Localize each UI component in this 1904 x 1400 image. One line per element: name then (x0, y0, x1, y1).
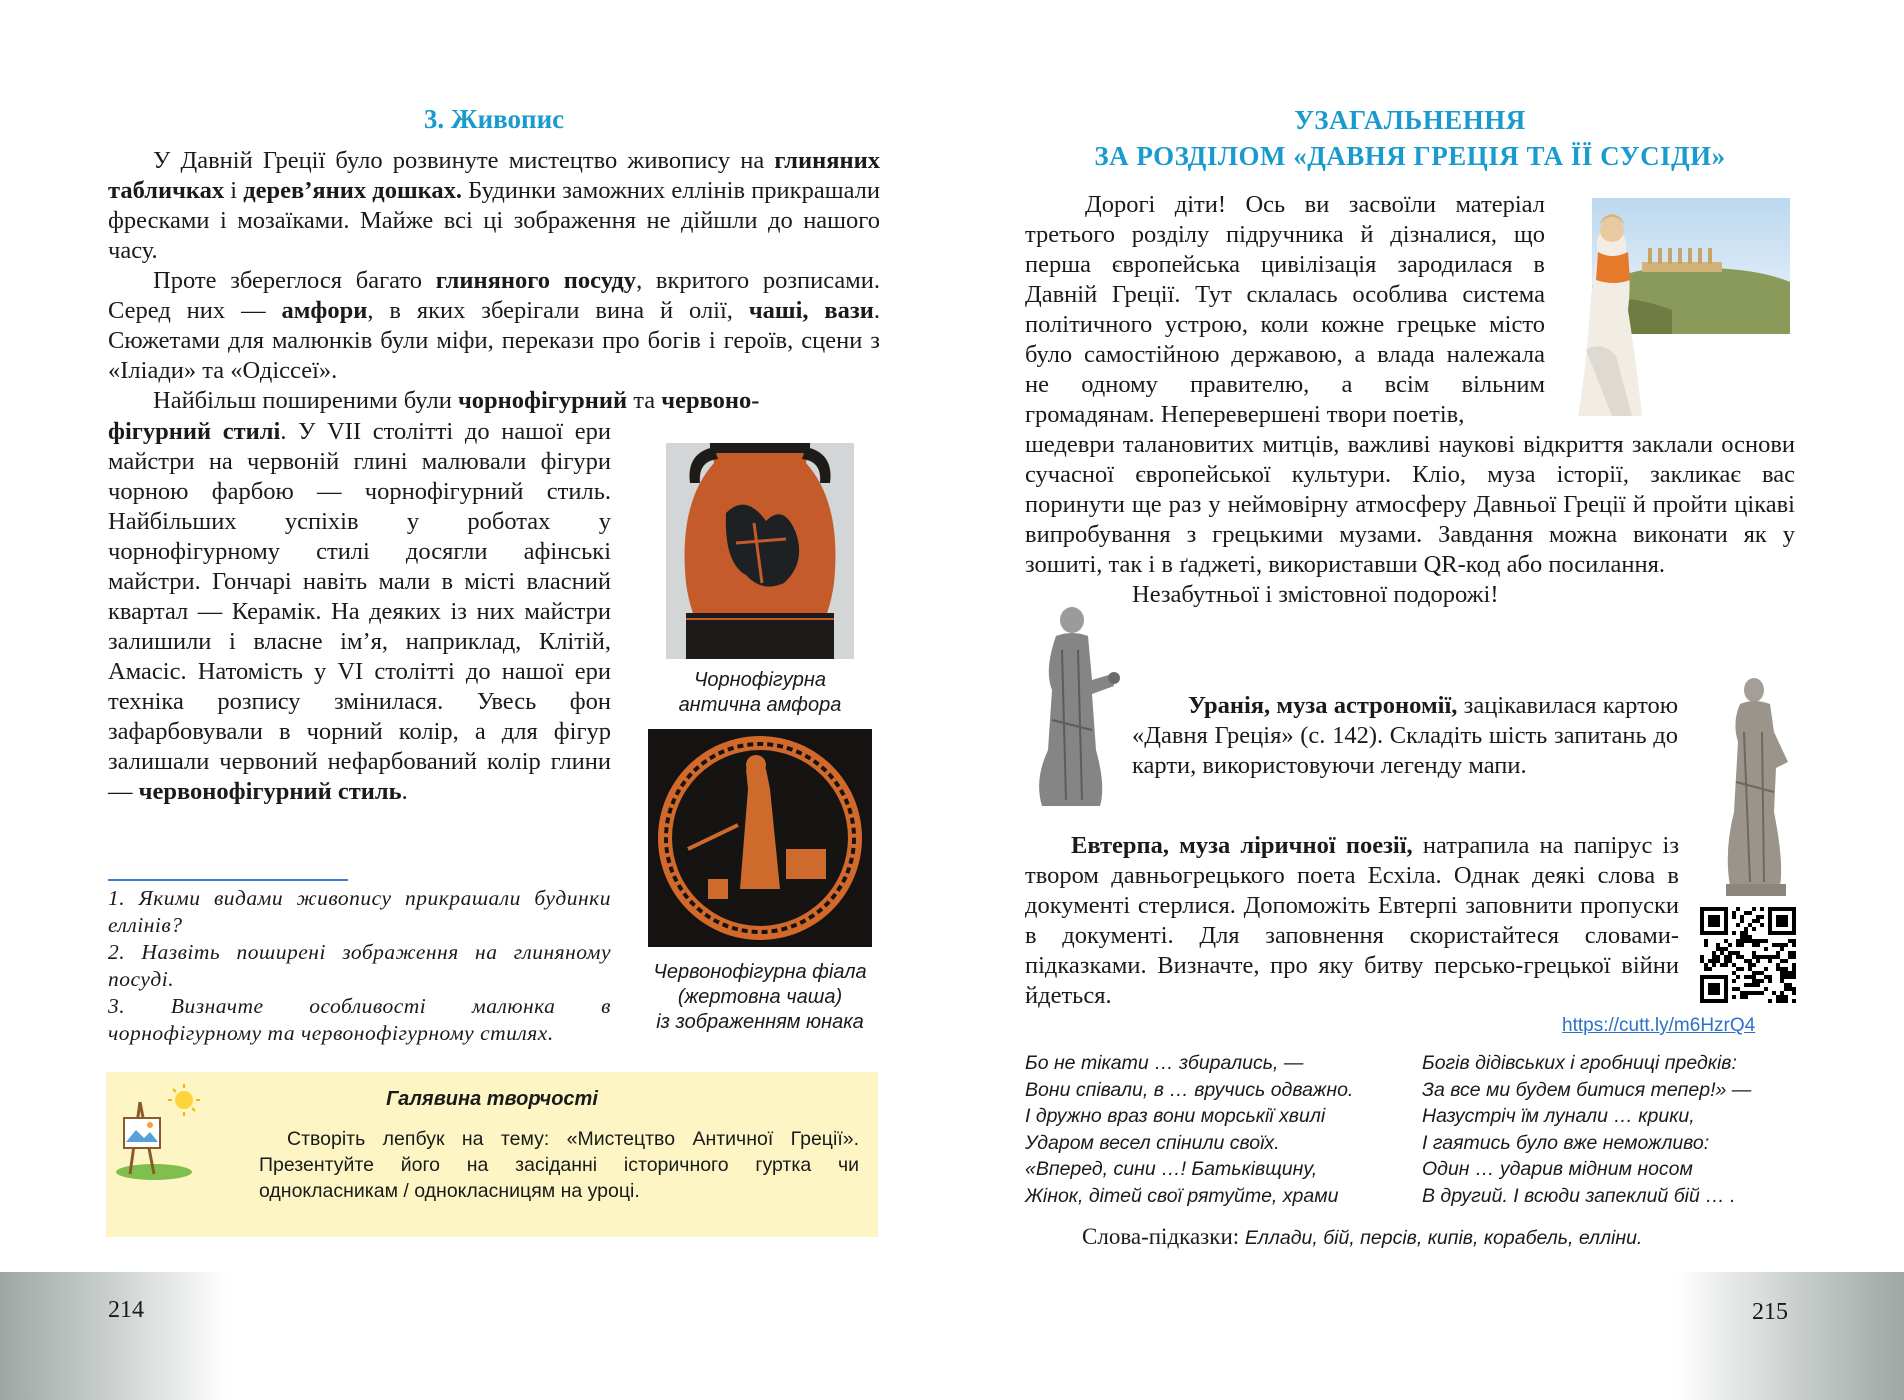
left-heading: 3. Живопис (423, 104, 565, 134)
page-number-right: 215 (1752, 1299, 1788, 1325)
questions-divider (108, 879, 348, 881)
intro-text: Незабутньої і змістовної подорожі! (1132, 581, 1499, 608)
creative-title: Галявина творчості (386, 1088, 598, 1110)
question-1: 1. Якими видами живопису прикрашали будинки еллінів? (108, 886, 611, 937)
question-3: 3. Визначте особливості малюнка в чорнофігурному та червонофігурному стилях. (108, 994, 611, 1045)
paragraph-styles: фігурний стилі. У VII столітті до нашої ери майстри на червоній глині малювали фігури чорною фарбою — чорнофігурний стиль. Найбільших успіхів у роботах у чорнофігурному стилі досягли афінські майстри. Гончарі навіть мали в місті власний квартал — Керамік. На деяких із них майстри залишили і власне ім’я, наприклад, Клітій, Амасіс. Натомість у VI столітті до нашої ери техніка розпису змінилася. Увесь фон зафарбовували в чорний колір, а для фігур залишали червоний нефарбований колір глини — червонофігурний стиль. (108, 418, 612, 805)
review-questions (108, 885, 611, 1047)
paragraph-pottery: Проте збереглося багато глиняного посуду, вкритого розписами. Серед них — амфори, в яких зберігали вина й олії, чаші, вази. Сюжетами для малюнків були міфи, перекази про богів і героїв, сцени з «Іліади» та «Одіссеї». (108, 267, 881, 384)
paragraph-styles-start: Найбільш поширеними були чорнофігурний та червоно- (153, 387, 760, 414)
left-text-top (108, 146, 880, 416)
task-link[interactable]: https://cutt.ly/m6HzrQ4 (1562, 1015, 1756, 1036)
word-hints-list: Еллади, бій, персів, кипів, корабель, елліни. (1244, 1227, 1643, 1249)
intro-paragraph-part1 (1025, 190, 1545, 430)
intro-text: Дорогі діти! Ось ви засвоїли матеріал третього розділу підручника й дізналися, що перша європейська цивілізація зародилася в Давній Греції. Тут склалась особлива система політичного устрою, коли кожне грецьке місто було самостійною державою, а влада належала не одному правителю, а всім вільним громадянам. Неперевершені твори поетів, (1025, 191, 1545, 428)
paragraph-painting: У Давній Греції було розвинуте мистецтво живопису на глиняних табличках і дерев’яних дошках. Будинки заможних еллінів прикрашали фресками і мозаїками. Майже всі ці зображення не дійшли до нашого часу. (108, 147, 880, 264)
amphora-caption: Чорнофігурна антична амфора (678, 669, 842, 716)
creative-task: Створіть лепбук на тему: «Мистецтво Античної Греції». Презентуйте його на засіданні історичного гуртка чи однокласникам / однокласницям на уроці. (259, 1128, 859, 1202)
urania-task: Уранія, муза астрономії, зацікавилася картою «Давня Греція» (с. 142). Складіть шість запитань до карти, використовуючи легенду мапи. (1132, 692, 1679, 779)
intro-text: шедеври талановитих митців, важливі наукові відкриття заклали основи сучасної європейської культури. Кліо, муза історії, закликає вас поринути ще раз у неймовірну атмосферу Давньої Греції й пройти цікаві випробування з грецькими музами. Завдання можна виконати як у зошиті, так і в ґаджеті, використавши QR-код або посилання. (1025, 431, 1795, 578)
poem-right-column: Богів дідівських і гробниці предків: За все ми будем битися тепер!» — Назустріч їм лунали … крики, І гаятись було вже неможливо: Один … ударив мідним носом В другий. І всюди запеклий бій … . (1422, 1052, 1752, 1207)
poem-left-column: Бо не тікати … збирались, — Вони співали, в … вручись одважно. І дружно враз вони морськії хвилі Ударом весел спінили своїх. «Вперед, сини …! Батьківщину, Жінок, дітей свої рятуйте, храми (1025, 1052, 1354, 1207)
qr-code-image[interactable] (1700, 907, 1796, 1003)
page-number-left: 214 (108, 1297, 144, 1323)
phiala-image (648, 729, 872, 947)
question-2: 2. Назвіть поширені зображення на глиняному посуді. (108, 940, 611, 991)
creative-box (106, 1072, 878, 1237)
muse-statue-image (1022, 600, 1122, 806)
intro-paragraph-part2 (1025, 430, 1795, 580)
acropolis-clio-image (1572, 190, 1794, 422)
amphora-image (666, 443, 854, 659)
word-hints (1082, 1224, 1802, 1250)
phiala-caption: Червонофігурна фіала (жертовна чаша) із зображенням юнака (653, 961, 867, 1033)
intro-paragraph-part3 (1132, 580, 1795, 670)
footer-band (0, 1272, 1904, 1400)
euterpe-task: Евтерпа, муза ліричної поезії, натрапила на папірус із твором давньогрецького поета Есхіла. Однак деякі слова в документі стерлися. Допоможіть Евтерпі заповнити пропуски в документі. Для заповнення скористайтеся словами-підказками. Визначте, про яку битву персько-грецької війни йдеться. (1025, 832, 1679, 1009)
word-hints-label: Слова-підказки: (1082, 1224, 1240, 1249)
right-heading: УЗАГАЛЬНЕННЯ ЗА РОЗДІЛОМ «ДАВНЯ ГРЕЦІЯ ТА ЇЇ СУСІДИ» (1094, 105, 1726, 171)
euterpe-statue-image (1714, 672, 1798, 896)
